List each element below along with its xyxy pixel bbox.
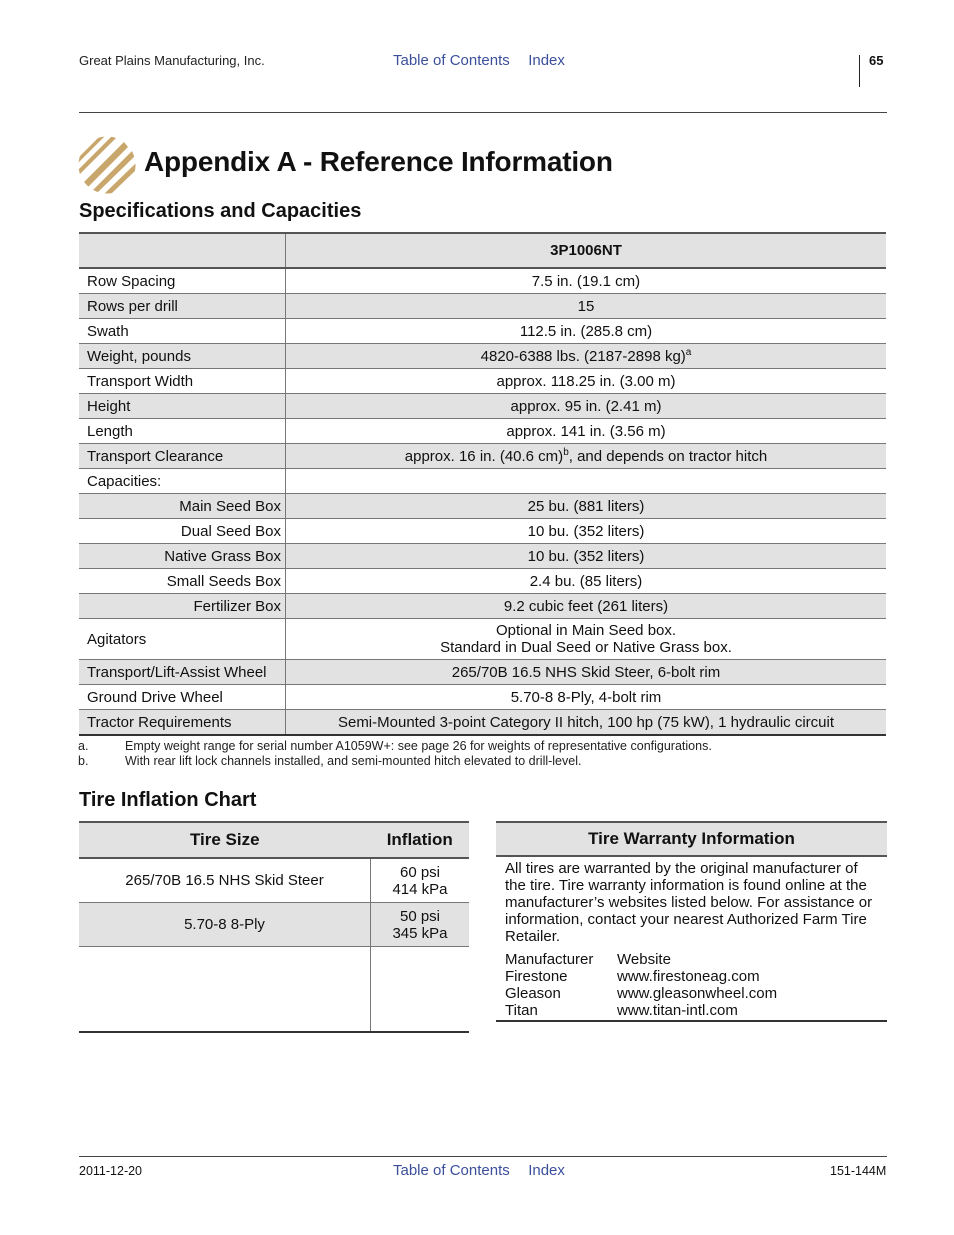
manufacturer-header-row bbox=[505, 951, 879, 968]
list-item bbox=[505, 968, 879, 985]
table-row bbox=[79, 369, 886, 394]
tire-inflation bbox=[371, 903, 470, 947]
spec-value-suffix: , and depends on tractor hitch bbox=[568, 448, 768, 465]
footnote bbox=[78, 739, 712, 753]
table-row bbox=[79, 319, 886, 344]
spec-label: Fertilizer Box bbox=[79, 594, 286, 619]
inflation-kpa: 414 kPa bbox=[392, 880, 448, 898]
tire-size: 265/70B 16.5 NHS Skid Steer bbox=[79, 858, 371, 903]
table-row bbox=[79, 710, 886, 736]
spec-label: Transport/Lift-Assist Wheel bbox=[79, 660, 286, 685]
list-item bbox=[505, 1002, 879, 1019]
spec-label: Tractor Requirements bbox=[79, 710, 286, 736]
warranty-body bbox=[496, 857, 887, 1022]
spec-value: approx. 95 in. (2.41 m) bbox=[286, 394, 887, 419]
manufacturer-website: www.gleasonwheel.com bbox=[617, 985, 778, 1002]
spec-value: 15 bbox=[286, 294, 887, 319]
table-row bbox=[79, 444, 886, 469]
spec-value: 5.70-8 8-Ply, 4-bolt rim bbox=[286, 685, 887, 710]
spec-header-blank bbox=[79, 233, 286, 268]
footer-toc-link[interactable]: Table of Contents bbox=[393, 1162, 510, 1179]
page-number: 65 bbox=[869, 53, 884, 68]
spec-value: 112.5 in. (285.8 cm) bbox=[286, 319, 887, 344]
spec-value: 7.5 in. (19.1 cm) bbox=[286, 268, 887, 294]
manufacturer-website: www.titan-intl.com bbox=[617, 1002, 738, 1019]
spec-label: Height bbox=[79, 394, 286, 419]
spec-value: approx. 118.25 in. (3.00 m) bbox=[286, 369, 887, 394]
warranty-text: All tires are warranted by the original manufacturer of the tire. Tire warranty information is found online at the manufacturer’s websites listed below. For assistance or information, contact your nearest Authorized Farm Tire Retailer. bbox=[505, 860, 873, 945]
table-row bbox=[79, 394, 886, 419]
spec-value: Semi-Mounted 3-point Category II hitch, 100 hp (75 kW), 1 hydraulic circuit bbox=[286, 710, 887, 736]
spec-table bbox=[79, 232, 886, 736]
table-row bbox=[79, 268, 886, 294]
header-nav bbox=[393, 52, 579, 70]
spec-label: Small Seeds Box bbox=[79, 569, 286, 594]
inflation-kpa: 345 kPa bbox=[392, 924, 448, 942]
header-rule bbox=[79, 112, 887, 113]
spec-value: approx. 141 in. (3.56 m) bbox=[286, 419, 887, 444]
spec-label: Rows per drill bbox=[79, 294, 286, 319]
table-row bbox=[79, 685, 886, 710]
spec-value: 9.2 cubic feet (261 liters) bbox=[286, 594, 887, 619]
table-row bbox=[79, 469, 886, 494]
footnote-ref: a bbox=[685, 347, 692, 358]
table-row bbox=[79, 519, 886, 544]
table-row bbox=[79, 594, 886, 619]
manufacturer-name: Gleason bbox=[505, 985, 561, 1002]
table-row bbox=[79, 344, 886, 369]
spec-value: 10 bu. (352 liters) bbox=[286, 519, 887, 544]
table-row bbox=[79, 294, 886, 319]
inflation-psi: 50 psi bbox=[399, 907, 441, 925]
spec-label: Native Grass Box bbox=[79, 544, 286, 569]
spec-label: Dual Seed Box bbox=[79, 519, 286, 544]
footnote-text: With rear lift lock channels installed, and semi-mounted hitch elevated to drill-level. bbox=[125, 754, 582, 768]
spec-label: Agitators bbox=[79, 619, 286, 660]
spec-value-text: 4820-6388 lbs. (2187-2898 kg) bbox=[480, 348, 686, 365]
spec-label: Transport Clearance bbox=[79, 444, 286, 469]
spec-label: Capacities: bbox=[79, 469, 286, 494]
empty-cell bbox=[79, 947, 371, 1033]
spec-value: 265/70B 16.5 NHS Skid Steer, 6-bolt rim bbox=[286, 660, 887, 685]
table-row bbox=[79, 494, 886, 519]
footer-date: 2011-12-20 bbox=[79, 1164, 143, 1178]
footnote-mark: b. bbox=[78, 754, 89, 768]
table-row bbox=[79, 419, 886, 444]
spec-value bbox=[286, 469, 887, 494]
manufacturer-name: Firestone bbox=[505, 968, 568, 985]
table-row bbox=[79, 544, 886, 569]
great-plains-logo-icon bbox=[78, 136, 136, 194]
index-link[interactable]: Index bbox=[528, 52, 565, 69]
spec-value bbox=[286, 619, 887, 660]
footer-index-link[interactable]: Index bbox=[528, 1162, 565, 1179]
spec-label: Ground Drive Wheel bbox=[79, 685, 286, 710]
tire-size: 5.70-8 8-Ply bbox=[79, 903, 371, 947]
col-tire-size: Tire Size bbox=[79, 822, 371, 858]
table-row bbox=[79, 660, 886, 685]
spec-label: Weight, pounds bbox=[79, 344, 286, 369]
spec-heading: Specifications and Capacities bbox=[79, 200, 362, 222]
tire-heading: Tire Inflation Chart bbox=[79, 789, 257, 811]
spec-label: Swath bbox=[79, 319, 286, 344]
list-item bbox=[505, 985, 879, 1002]
col-manufacturer: Manufacturer bbox=[505, 951, 594, 968]
spec-value-text: approx. 16 in. (40.6 cm) bbox=[404, 448, 564, 465]
table-row bbox=[79, 947, 469, 1033]
tire-inflation bbox=[371, 858, 470, 903]
spec-model-header: 3P1006NT bbox=[286, 233, 887, 268]
warranty-heading: Tire Warranty Information bbox=[496, 821, 887, 857]
table-row bbox=[79, 903, 469, 947]
spec-value: 2.4 bu. (85 liters) bbox=[286, 569, 887, 594]
header-divider bbox=[859, 55, 860, 87]
table-row bbox=[79, 858, 469, 903]
footnote-text: Empty weight range for serial number A1059W+: see page 26 for weights of representative configurations. bbox=[125, 739, 712, 753]
tire-inflation-table bbox=[79, 821, 469, 1033]
manufacturer-website: www.firestoneag.com bbox=[617, 968, 760, 985]
table-row bbox=[79, 569, 886, 594]
col-website: Website bbox=[617, 951, 671, 968]
footnote bbox=[78, 754, 582, 768]
empty-cell bbox=[371, 947, 470, 1033]
footer-doc-number: 151-144M bbox=[830, 1164, 887, 1178]
footnote-ref: b bbox=[563, 447, 569, 458]
inflation-psi: 60 psi bbox=[399, 863, 441, 881]
table-row bbox=[79, 619, 886, 660]
spec-value bbox=[286, 444, 887, 469]
toc-link[interactable]: Table of Contents bbox=[393, 52, 510, 69]
spec-value: 10 bu. (352 liters) bbox=[286, 544, 887, 569]
footer-rule bbox=[79, 1156, 887, 1157]
footnote-mark: a. bbox=[78, 739, 89, 753]
spec-label: Row Spacing bbox=[79, 268, 286, 294]
spec-label: Transport Width bbox=[79, 369, 286, 394]
spec-value-line: Optional in Main Seed box. bbox=[495, 622, 677, 639]
spec-value bbox=[286, 344, 887, 369]
warranty-box bbox=[496, 821, 887, 1022]
spec-value-line: Standard in Dual Seed or Native Grass box. bbox=[440, 639, 732, 656]
col-inflation: Inflation bbox=[371, 822, 470, 858]
spec-value: 25 bu. (881 liters) bbox=[286, 494, 887, 519]
company-name: Great Plains Manufacturing, Inc. bbox=[79, 53, 265, 68]
spec-label: Main Seed Box bbox=[79, 494, 286, 519]
manufacturer-name: Titan bbox=[505, 1002, 538, 1019]
page-title: Appendix A - Reference Information bbox=[144, 146, 613, 177]
spec-label: Length bbox=[79, 419, 286, 444]
footer-nav bbox=[393, 1162, 579, 1180]
